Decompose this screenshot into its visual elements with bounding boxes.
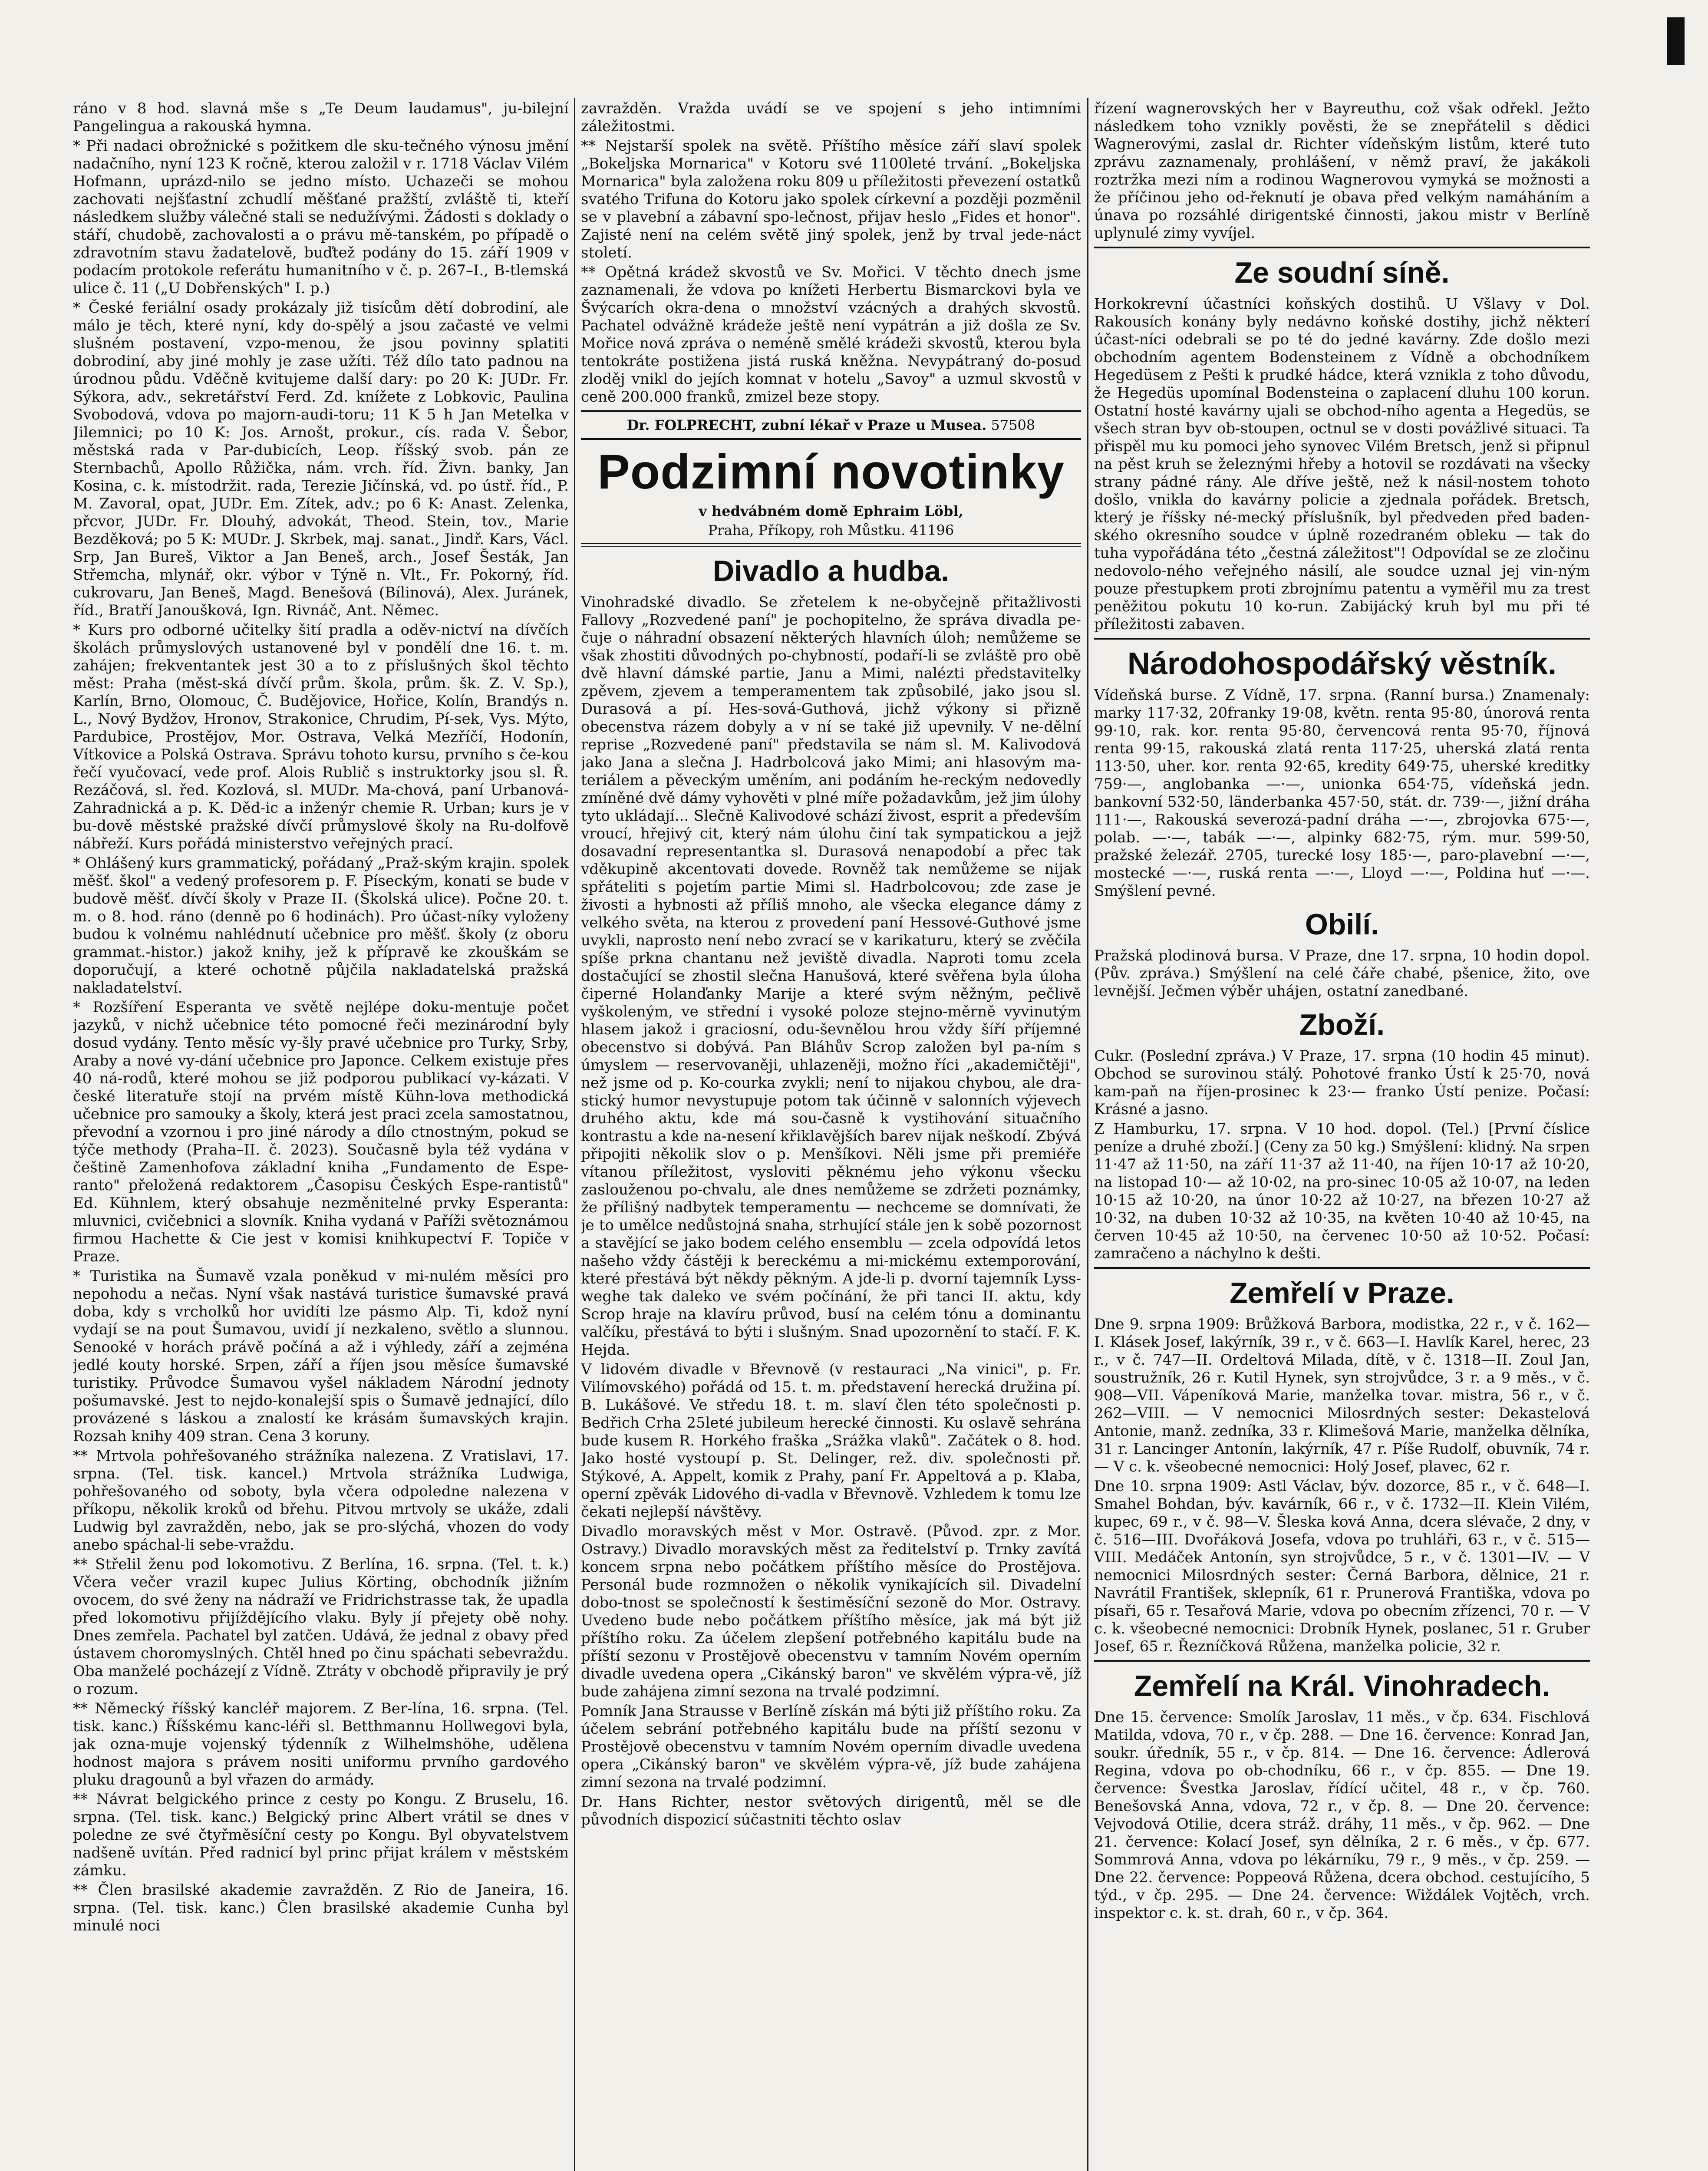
news-paragraph: Vídeňská burse. Z Vídně, 17. srpna. (Ranní bursa.) Znamenaly: marky 117·32, 20franky 19·08, květn. renta 95·80, únorová renta 99·10, rak. kor. renta 95·80, červencová renta 95·70, říjnová renta 99·15, rakouská zlatá renta 117·25, uherská zlatá renta 113·50, uher. kor. renta 92·65, kredity 649·75, uherské kreditky 759·—, anglobanka —·—, unionka 654·75, vídeňská jedn. bankovní 532·50, länderbanka 457·50, stát. dr. 739·—, jižní dráha 111·—, Rakouská severozá-padní dráha —·—, zbrojovka 675·—, polab. —·—, tabák —·—, alpinky 682·75, rým. mur. 599·50, pražské železář. 2705, turecké losy 185·—, paro-plavební —·—, mostecké —·—, ruská renta —·—, Lloyd —·—, Poldina huť —·—. Smýšlení pevné. bbox=[1094, 686, 1590, 900]
news-paragraph: Pomník Jana Strausse v Berlíně získán má býti již příštího roku. Za účelem sebrání potřebného kapitálu bude na příští sezonu v Prostějově obecenstvu v tamním Novém operním divadle uvedena opera „Cikánský baron" ve skvělém výpra-vě, jíž bude zahájena zimní sezona na trvalé podzimní. bbox=[581, 1702, 1081, 1791]
divider bbox=[1094, 638, 1590, 640]
ad-text: Dr. FOLPRECHT, zubní lékař v Praze u Musea. bbox=[626, 417, 987, 433]
column-left bbox=[73, 100, 569, 2171]
section-title: Zemřelí na Král. Vinohradech. bbox=[1134, 1669, 1550, 1702]
news-paragraph: ** Německý říšský kancléř majorem. Z Ber-lína, 16. srpna. (Tel. tisk. kanc.) Říšskému kanc-léři sl. Betthmannu Hollwegovi byla, jak ozna-muje vojenský týdenník z Wilhelmshöhe, udělena hodnost majora s právem nositi uniformu prvního gardového pluku dragounů a byl vřazen do armády. bbox=[73, 1700, 569, 1788]
news-paragraph: * Turistika na Šumavě vzala poněkud v mi-nulém měsíci pro nepohodu a nečas. Nyní však nastává turistice šumavské pravá doba, kdy s vrcholků hor uvidíti lze pásmo Alp. Ti, kdož nyní vydají se na pout Šumavou, uvidí jí nezkaleno, světlo a slunnou. Senooké v horách právě počíná a až i výhledy, září a zejména jedlé kouty horské. Srpen, září a říjen jsou měsíce šumavské turistiky. Průvodce Šumavou vyšel nákladem Národní jednoty pošumavské. Jest to nejdo-konalejší spis o Šumavě jednající, dílo provázené s láskou a znalostí ke krásám šumavských krajin. Rozsah knihy 409 stran. Cena 3 koruny. bbox=[73, 1267, 569, 1445]
news-paragraph: * Ohlášený kurs grammatický, pořádaný „Praž-ským krajin. spolek měšť. škol" a vedený profesorem p. F. Píseckým, konati se bude v budově měšť. dívčí školy v Praze II. (Školská ulice). Počne 20. t. m. o 8. hod. ráno (denně po 6 hodinách). Pro účast-níky vyloženy budou k volnému nahlédnutí učebnice pro měšť. školy (z oboru grammat.-histor.) jakož knihy, jež k přípravě ke zkouškám se doporučují, a které ochotně půjčila nakladatelská pražská nakladatelství. bbox=[73, 855, 569, 996]
news-paragraph: Dne 15. července: Smolík Jaroslav, 11 měs., v čp. 634. Fischlová Matilda, vdova, 70 r., v čp. 288. — Dne 16. července: Konrad Jan, soukr. úředník, 55 r., v čp. 814. — Dne 16. července: Ádlerová Regina, vdova po ob-chodníku, 66 r., v čp. 855. — Dne 19. července: Švestka Jaroslav, řídící učitel, 48 r., v čp. 760. Benešovská Anna, vdova, 72 r., v čp. 8. — Dne 20. července: Vejvodová Otilie, dcera stráž. dráhy, 11 měs., v čp. 962. — Dne 21. července: Kolací Josef, syn dělníka, 2 r. 6 měs., v čp. 677. Sommrová Anna, vdova po lékárníku, 79 r., 9 měs., v čp. 259. — Dne 22. července: Poppeová Růžena, dcera obchod. cestujícího, 5 týd., v čp. 295. — Dne 24. července: Wiždálek Vojtěch, vrch. inspektor c. k. st. drah, 60 r., v čp. 364. bbox=[1094, 1709, 1590, 1922]
section-title: Divadlo a hudba. bbox=[712, 554, 950, 587]
divider bbox=[1094, 247, 1590, 248]
column-rule bbox=[574, 98, 575, 2171]
divider bbox=[581, 410, 1081, 412]
news-paragraph: Dne 10. srpna 1909: Astl Václav, býv. dozorce, 85 r., v č. 648—I. Smahel Bohdan, býv. kavárník, 66 r., v č. 1732—II. Klein Vilém, kupec, 69 r., v č. 98—V. Šleska ková Anna, dcera slévače, 2 dny, v č. 516—III. Dvořáková Josefa, vdova po truhláři, 63 r., v č. 515—VIII. Medáček Antonín, syn strojvůdce, 5 r., v č. 1301—IV. — V nemocnici Milosrdných sester: Černá Barbora, dělnice, 21 r. Navrátil František, sklepník, 61 r. Prunerová Františka, vdova po písaři, 65 r. Tesařová Marie, vdova po obecním zřízenci, 70 r. — V c. k. všeobecné nemocnici: Drobník Hynek, poslanec, 51 r. Gruber Josef, 65 r. Řezníčková Růžena, manželka policie, 32 r. bbox=[1094, 1478, 1590, 1655]
column-right bbox=[1094, 100, 1590, 2171]
news-paragraph: Horkokrevní účastníci koňských dostihů. U Všlavy v Dol. Rakousích konány byly nedávno koňské dostihy, jichž některí účast-níci odebrali se po té do jedné kavárny. Zde došlo mezi obchodním agentem Bodensteinem z Vídně a obchodníkem Hegedüsem z Pešti k prudké hádce, která vznikla z toho důvodu, že Hegedüs upomínal Bodensteina o zaplacení dluhu 100 korun. Ostatní hosté kavárny ujali se obchod-ního agenta a Hegedüs, se všech stran byv ob-stoupen, octnul se v dosti povážlivé situaci. Ta přispěl mu ku pomoci jeho synovec Vilém Bretsch, jenž si připnul na pěst kruh se železnými hřeby a hotovil se rozdávati na všecky strany pádné rány. Ale dříve ještě, než k násil-nostem tohoto došlo, vnikla do kavárny policie a zjednala pořádek. Bretsch, který je říšsky né-mecký příslušník, byl předveden před baden-ského okresního soudce v úplně rozedraném obleku — tak do tuha vypořádána této „čestná záležitost"! Odpovídal se ze zločinu nedovolo-ného veřejného násilí, ale soudce uznal jej vin-ným pouze přestupkem proti zbrojnímu patentu a vyměřil mu za trest peněžitou pokutu 10 ko-run. Zabijácký kruh byl mu při té příležitosti zabaven. bbox=[1094, 295, 1590, 633]
news-paragraph: ** Návrat belgického prince z cesty po Kongu. Z Bruselu, 16. srpna. (Tel. tisk. kanc.) Belgický princ Albert vrátil se dnes v poledne ze své čtyřměsíční cesty po Kongu. Byl obyvatelstvem nadšeně uvítán. Před radnicí byl princ přijat králem v městském zámku. bbox=[73, 1791, 569, 1879]
ad-text: Praha, Příkopy, roh Můstku. bbox=[708, 522, 906, 538]
news-paragraph: * České feriální osady prokázaly již tisícům dětí dobrodiní, ale málo je těch, které nyní, kdy do-spělý a jsou začasté ve velmi slušném postavení, vzpo-menou, že jsou povinny splatiti dobrodiní, aby jiné mohly je zase užíti. Též dílo tato padnou na úrodnou půdu. Vděčně kvitujeme další dary: po 20 K: JUDr. Fr. Sýkora, adv., sekretářství Ferd. Zd. knížete z Lobkovic, Paulina Svobodová, vdova po majorn-audi-toru; 11 K 5 h Jan Metelka v Jilemnici; po 10 K: Jos. Arnošt, prokur., cís. rada V. Šebor, městská rada v Par-dubicích, Leop. říšský svob. pán ze Sternbachů, Apollo Růžička, nám. vrch. říd. Živn. banky, Jan Kosina, c. k. místodržit. rada, Terezie Jičínská, vd. po ústř. říd., P. M. Zavoral, opat, JUDr. Em. Zítek, adv.; po 6 K: Anast. Zelenka, přcvor, JUDr. Fr. Dlouhý, advokát, Theod. Stein, tov., Marie Bezděková; po 5 K: MUDr. J. Skrbek, maj. sanat., Jindř. Kars, Václ. Srp, Jan Bureš, Viktor a Jan Beneš, arch., Josef Šesták, Jan Střemcha, mlynář, okr. výbor v Týně n. Vlt., Fr. Pokorný, říd. cukrovaru, Jan Beneš, Magd. Benešová (Bílinová), Alex. Juránek, říd., Bratří Janoušková, Ign. Rivnáč, Ant. Němec. bbox=[73, 299, 569, 619]
news-paragraph: Z Hamburku, 17. srpna. V 10 hod. dopol. (Tel.) [První číslice peníze a druhé zboží.] (Ceny za 50 kg.) Smýšlení: klidný. Na srpen 11·47 až 11·50, na září 11·37 až 11·40, na říjen 10·17 až 10·20, na listopad 10·— až 10·02, na pro-sinec 10·05 až 10·07, na leden 10·15 až 10·20, na únor 10·22 až 10·27, na březen 10·27 až 10·32, na duben 10·32 až 10·35, na květen 10·40 až 10·45, na červen 10·45 až 10·50, na červenec 10·50 až 10·52. Počasí: zamračeno a náchylno k dešti. bbox=[1094, 1120, 1590, 1262]
news-paragraph: Pražská plodinová bursa. V Praze, dne 17. srpna, 10 hodin dopol. (Pův. zpráva.) Smýšlení na celé čáře chabé, pšenice, žito, ove levnější. Ječmen výběr uhájen, ostatní zanedbané. bbox=[1094, 947, 1590, 1000]
advertisement-dentist bbox=[581, 416, 1081, 434]
divider bbox=[581, 543, 1081, 547]
section-title: Ze soudní síně. bbox=[1234, 256, 1450, 289]
section-title: Zboží. bbox=[1299, 1008, 1385, 1041]
news-paragraph: Vinohradské divadlo. Se zřetelem k ne-obyčejně přitažlivosti Fallovy „Rozvedené paní" je pochopitelno, že správa divadla pe-čuje o náhradní obsazení některých hlavních úloh; nemůžeme se však zhostiti důvodných po-chybností, podaří-li se zvláště pro obě dvě hlavní dámské partie, Janu a Mimi, nalézti představitelky zpěvem, zjevem a temperamentem tak způsobilé, jako jsou sl. Durasová a pí. Hes-sová-Guthová, jichž výkony si přizně obecenstva rázem dobyly a v ní se také již upevnily. V ne-dělní reprise „Rozvedené paní" představila se nám sl. M. Kalivodová jako Jana a slečna J. Hadrbolcová jako Mimi; ani hlasovým ma-teriálem a pěveckým uměním, ani podáním he-reckým nedovedly zmíněné dvě dámy vyhověti v plné míře požadavkům, jež jim úlohy tyto ukládají... Slečně Kalivodové schází živost, esprit a především vroucí, hřejivý cit, který nám úlohu činí tak sympatickou a jejž dosavadní representantka sl. Durasová nenapodobí a přec tak vděkupině akcentovati dovede. Rovněž tak nemůžeme se nijak spřáteliti s pojetím partie Mimi sl. Hadrbolcovou; zde zase je živosti a hybnosti až příliš mnoho, ale všecka elegance dámy z velkého světa, na kterou z provedení paní Hessové-Guthové jsme uvykli, naprosto není nebo zvrací se v karikaturu, který se zvěčila spíše prkna chantanu než jeviště divadla. Naproti tomu zcela dostačující se zhostil slečna Hanušová, které svěřena byla úloha čiperné Holanďanky Marije a které svým něžným, pečlivě vyškoleným, ve střední i vysoké poloze stejno-měrně vyvinutým hlasem jakož i graciosní, odu-ševnělou hrou vždy šíří příjemné obecenstvo si dobývá. Pan Bláhův Scrop založen byl pa-ním s úmyslem — reservovaněji, uhlazeněji, možno říci „akademičtěji", než jsme od p. Ko-courka zvykli; není to nijakou chybou, ale dra-stický humor nevystupuje potom tak účinně v salonních výjevech druhého aktu, kde má sou-časně k vystihování situačního kontrastu a kde na-nesení křiklavějších barev nijak neškodí. Zbývá připojiti několik slov o p. Menšíkovi. Něli jsme při premiéře vítanou příležitost, vysloviti pěknému jeho výkonu všecku zaslouženou po-chvalu, ale dnes nemůžeme se zdržeti poznámky, že přílišný nadbytek temperamentu — nechceme se domnívati, že je to umělce nedůstojná snaha, strhující stále jen k sobě pozornost a stavějící se jako bodem celého ensemblu — zcela odpovídá letos našeho vždy částěji k bereckému a mi-mickému extemporování, které přestává být někdy pěkným. A jde-li p. dvorní tajemník Lyss-weghe tak daleko ve svém počínání, že při tanci II. aktu, kdy Scrop hraje na klavíru průvod, busí na celém tónu a dominantu valčíku, přestává to býti i slušným. Snad upozornění to stačí. F. K. Hejda. bbox=[581, 594, 1081, 1359]
divider bbox=[1094, 1267, 1590, 1269]
divider bbox=[581, 438, 1081, 440]
column-rule bbox=[1087, 98, 1088, 2171]
column-middle bbox=[581, 100, 1081, 2171]
advertisement-title: Podzimní novotinky bbox=[597, 445, 1065, 499]
section-title: Obilí. bbox=[1305, 908, 1379, 941]
divider bbox=[1094, 1660, 1590, 1662]
news-paragraph: ** Nejstarší spolek na světě. Příštího měsíce září slaví spolek „Bokeljska Mornarica" v Kotoru své 1100leté trvání. „Bokeljska Mornarica" byla založena roku 809 u příležitosti převezení ostatků svatého Trifuna do Kotoru jako spolek církevní a později pozměnil se v plavební a zábavní spo-lečnost, přijav heslo „Fides et honor". Zajisté není na celém světě jiný spolek, jenž by trval jede-náct století. bbox=[581, 137, 1081, 261]
news-paragraph: * Kurs pro odborné učitelky šití pradla a oděv-nictví na dívčích školách průmyslových ustanovené byl v pondělí dne 16. t. m. zahájen; frekventantek jest 30 a to z příslušných škol těchto měst: Praha (měst-ská dívčí prům. škola, prům. šk. Z. V. Sp.), Karlín, Brno, Olomouc, Č. Budějovice, Hořice, Kolín, Brandýs n. L., Nový Bydžov, Hronov, Strakonice, Chrudim, Pí-sek, Vys. Mýto, Pardubice, Prostějov, Mor. Ostrava, Velká Mezříčí, Hodonín, Vítkovice a Polská Ostrava. Správu tohoto kursu, prvního s če-kou řečí vyučovací, vede prof. Alois Rublič s instruktorky jsou sl. Ř. Rezáčová, sl. řed. Kozlová, sl. MUDr. Ma-chová, paní Urbanová-Zahradnická a p. K. Děd-ic a inženýr chemie R. Urban; kurs je v bu-dově městské pražské dívčí průmyslové školy na Ru-dolfově nábřeží. Kurs pořádá ministerstvo veřejných prací. bbox=[73, 621, 569, 852]
news-paragraph: ráno v 8 hod. slavná mše s „Te Deum laudamus", ju-bilejní Pangelingua a rakouská hymna. bbox=[73, 100, 569, 135]
ad-number: 57508 bbox=[991, 417, 1035, 433]
section-title: Národohospodářský věstník. bbox=[1127, 647, 1557, 681]
section-title: Zemřelí v Praze. bbox=[1230, 1277, 1454, 1310]
news-paragraph: * Při nadaci obrožnické s požitkem dle sku-tečného výnosu jmění nadačního, nyní 123 K ročně, kterou založil v r. 1718 Václav Vilém Hofmann, uprázd-nilo se jedno místo. Uchazeči se mohou zachovati nejšťastní zchudlí měšťané pražští, zvláště ti, kteří následkem služby válečné stali se nedužívými. Žádosti s doklady o stáří, chudobě, zachovalosti a o právu mě-tanském, po případě o zdravotním stavu žadatelově, buďtež podány do 15. září 1909 v podacím protokole referátu humanitního v č. p. 267–I., B-tlemská ulice č. 11 („U Dobřenských" I. p.) bbox=[73, 137, 569, 297]
news-paragraph: ** Opětná krádež skvostů ve Sv. Mořici. V těchto dnech jsme zaznamenali, že vdova po knížeti Herbertu Bismarckovi byla ve Švýcarích okra-dena o množství vzácných a drahých skvostů. Pachatel odvážně krádeže ještě není vypátrán a již došla ze Sv. Mořice nová zpráva o neméně smělé krádeži skvostů, kterou byla tentokráte postižena jistá ruská kněžna. Nevypátraný do-posud zloděj vnikl do jejích komnat v hotelu „Savoy" a uzmul skvostů v ceně 200.000 franků, zmizel beze stopy. bbox=[581, 264, 1081, 406]
ad-number: 41196 bbox=[910, 522, 954, 538]
news-paragraph: Dne 9. srpna 1909: Brůžková Barbora, modistka, 22 r., v č. 162—I. Klásek Josef, lakýrník, 39 r., v č. 663—I. Havlík Karel, herec, 23 r., v č. 747—II. Ordeltová Milada, dítě, v č. 1318—II. Zoul Jan, soustružník, 26 r. Kutil Hynek, syn strojvůdce, 3 r. a 9 měs., v č. 908—VII. Vápeníková Marie, manželka tovar. mistra, 56 r., v č. 262—VIII. — V nemocnici Milosrdných sester: Dekastelová Antonie, manž. zedníka, 33 r. Klimešová Marie, manželka dělníka, 31 r. Lancinger Antonín, lakýrník, 47 r. Píše Rudolf, obuvník, 74 r. — V c. k. všeobecné nemocnici: Holý Josef, plavec, 62 r. bbox=[1094, 1316, 1590, 1475]
news-paragraph: Cukr. (Poslední zpráva.) V Praze, 17. srpna (10 hodin 45 minut). Obchod se surovinou stálý. Pohotové franko Ústí k 25·70, nová kam-paň na říjen-prosinec k 23·— franko Ústí penize. Počasí: Krásné a jasno. bbox=[1094, 1047, 1590, 1118]
ad-line bbox=[581, 502, 1081, 520]
ad-text: v hedvábném domě Ephraim Löbl, bbox=[699, 503, 963, 519]
news-paragraph: zavražděn. Vražda uvádí se ve spojení s jeho intimními záležitostmi. bbox=[581, 100, 1081, 135]
news-paragraph: Dr. Hans Richter, nestor světových dirigentů, měl se dle původních dispozicí súčastniti těchto oslav bbox=[581, 1793, 1081, 1828]
news-paragraph: ** Mrtvola pohřešovaného strážníka nalezena. Z Vratislavi, 17. srpna. (Tel. tisk. kancel.) Mrtvola strážníka Ludwiga, pohřešovaného od soboty, byla včera odpoledne nalezena v příkopu, několik kroků od břehu. Pitvou mrtvoly se ukáže, zdali Ludwig byl zavražděn, nebo, jak se pro-slýchá, vhozen do vody anebo spáchal-li sebe-vraždu. bbox=[73, 1447, 569, 1554]
news-paragraph: řízení wagnerovských her v Bayreuthu, což však odřekl. Ježto následkem toho vznikly pověsti, že se znepřátelil s dědici Wagnerovými, zaslal dr. Richter vídeňským listům, které tuto zprávu zaznamenaly, prohlášení, v němž praví, že jakákoli roztržka mezi ním a rodinou Wagnerovou vymyká se možnosti a že příčinou jeho od-řeknutí je obava před velkým namáháním a únava po rozsáhlé dirigentské činnosti, jakou mistr v Berlíně uplynulé zimy vyvíjel. bbox=[1094, 100, 1590, 242]
ad-line bbox=[581, 521, 1081, 539]
news-paragraph: Divadlo moravských měst v Mor. Ostravě. (Původ. zpr. z Mor. Ostravy.) Divadlo moravských měst za ředitelství p. Trnky zavítá koncem srpna nebo počátkem příštího měsíce do Prostějova. Personál bude rozmnožen o několik vynikajících sil. Divadelní dobo-tnost se společností k šestiměsíční sezoně do Mor. Ostravy. Uvedeno bude nebo počátkem příštího měsíce, jak má být již příštího roku. Za účelem zlepšení potřebného kapitálu bude na příští sezonu v Prostějově obecenstvu v tamním Novém operním divadle uvedena opera „Cikánský baron" ve skvělém výpra-vě, jíž bude zahájena zimní sezona na trvalé podzimní. bbox=[581, 1523, 1081, 1700]
scan-corner-mark bbox=[1667, 17, 1685, 65]
news-paragraph: V lidovém divadle v Břevnově (v restauraci „Na vinici", p. Fr. Vilímovského) pořádá od 15. t. m. představení herecká družina pí. B. Lukášové. Ve středu 18. t. m. slaví člen této společnosti p. Bedřich Crha 25leté jubileum herecké činnosti. Ku oslavě sehrána bude kusem R. Horkého fraška „Srážka vlaků". Začátek o 8. hod. Jako hosté vystoupí p. St. Delinger, rež. div. společnosti př. Stýkové, A. Appelt, komik z Prahy, paní Fr. Appeltová a p. Klaba, operní zpěvák Lidového di-vadla v Břevnově. Vzhledem k tomu lze čekati nejlepší návštěvy. bbox=[581, 1361, 1081, 1521]
news-paragraph: ** Střelil ženu pod lokomotivu. Z Berlína, 16. srpna. (Tel. t. k.) Včera večer vrazil kupec Julius Körting, obchodník jižním ovocem, do své ženy na nádraží ve Fridrichstrasse tak, že upadla před lokomotivu přijíždějícího vlaku. Byly jí přejety obě nohy. Dnes zemřela. Pachatel byl zatčen. Udává, že jednal z obavy před ústavem choromyslných. Chtěl hned po činu spáchati sebevraždu. Oba manželé pocházejí z Vídně. Ztráty v obchodě připravily je prý o rozum. bbox=[73, 1556, 569, 1698]
news-paragraph: * Rozšíření Esperanta ve světě nejlépe doku-mentuje počet jazyků, v nichž učebnice této pomocné řeči mezinárodní byly dosud vydány. Tento měsíc vy-šly pravé učebnice pro Turky, Srby, Araby a nové vy-dání učebnice pro Japonce. Celkem existuje přes 40 ná-rodů, které mohou se již podporou publikací vy-kázati. V české literatuře stojí na prvém místě Kühn-lova methodická učebnice pro samouky a školy, která jest praci zcela samostatnou, převodní a vzornou i pro jiné národy a dílo ctnostným, pokud se týče methody (Praha–II. č. 2023). Současně byla též vydána v češtině Zamenhofova základní kniha „Fundamento de Espe-ranto" přeložená redaktorem „Časopisu Českých Espe-rantistů" Ed. Kühnlem, který obsahuje nezměnitelné prvky Esperanta: mluvnici, cvičebnici a slovník. Kniha vydaná v Paříži světoznámou firmou Hachette & Cie jest v komisi knihkupectví F. Topiče v Praze. bbox=[73, 999, 569, 1265]
news-paragraph: ** Člen brasilské akademie zavražděn. Z Rio de Janeira, 16. srpna. (Tel. tisk. kanc.) Člen brasilské akademie Cunha byl minulé noci bbox=[73, 1881, 569, 1934]
